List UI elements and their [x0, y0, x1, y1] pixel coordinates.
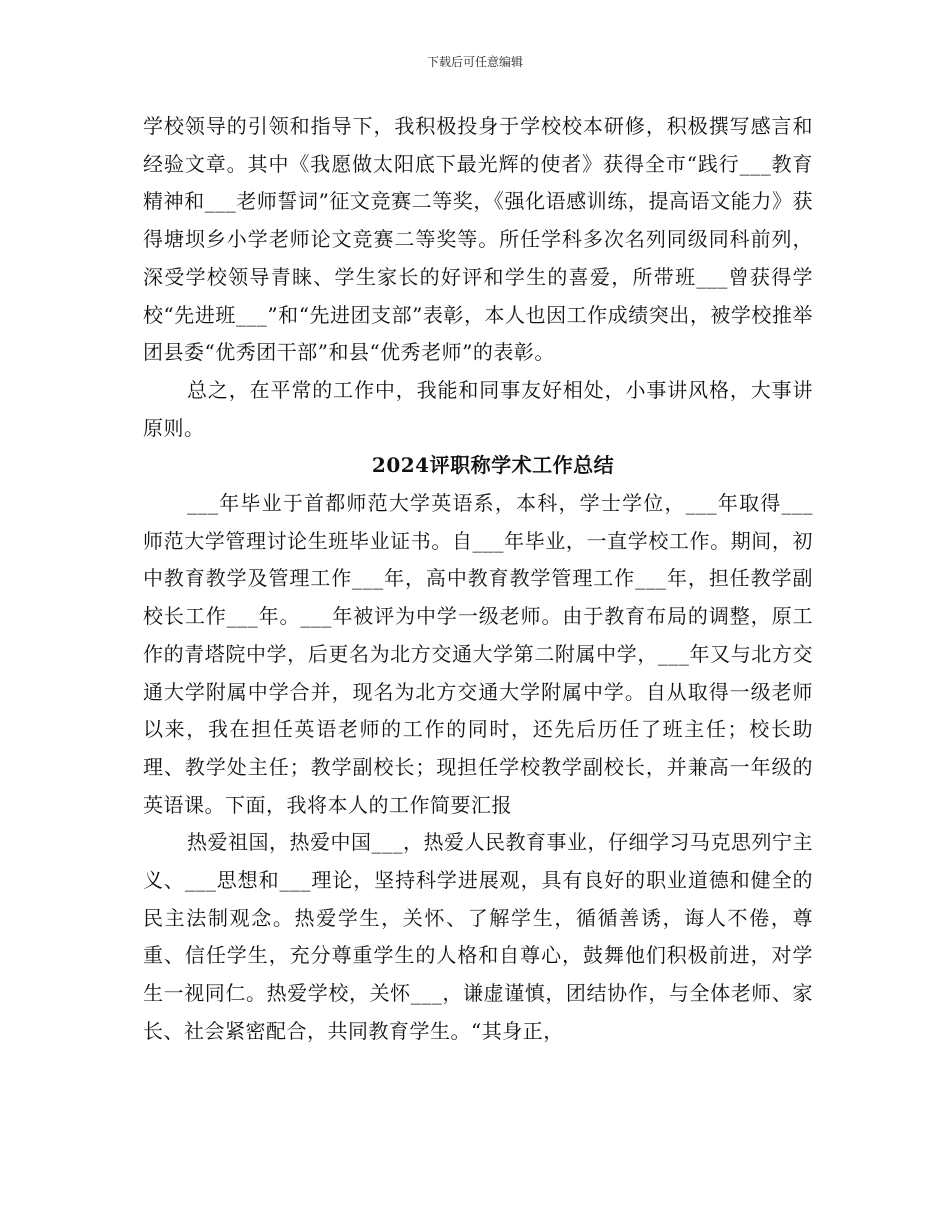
paragraph-ethics: 热爱祖国，热爱中国___，热爱人民教育事业，仔细学习马克思列宁主义、___思想和___理论，坚持科学进展观，具有良好的职业道德和健全的民主法制观念。热爱学生，关怀、了解学生，循循善诱，诲人不倦，尊重、信任学生，充分尊重学生的人格和自尊心，鼓舞他们积极前进，对学生一视同仁。热爱学校，关怀___，谦虚谨慎，团结协作，与全体老师、家长、社会紧密配合，共同教育学生。“其身正，	[143, 830, 813, 1043]
page-header: 下载后可任意编辑	[426, 55, 523, 69]
document-body	[143, 108, 813, 1051]
paragraph-continued: 学校领导的引领和指导下，我积极投身于学校校本研修，积极撰写感言和经验文章。其中《我愿做太阳底下最光辉的使者》获得全市“践行___教育精神和___老师誓词”征文竞赛二等奖，《强化语感训练，提高语文能力》获得塘坝乡小学老师论文竞赛二等奖等。所任学科多次名列同级同科前列，深受学校领导青睐、学生家长的好评和学生的喜爱，所带班___曾获得学校“先进班___”和“先进团支部”表彰，本人也因工作成绩突出，被学校推举团县委“优秀团干部”和县“优秀老师”的表彰。	[143, 114, 813, 365]
section-title: 2024评职称学术工作总结	[371, 453, 615, 478]
paragraph-intro: ___年毕业于首都师范大学英语系，本科，学士学位，___年取得___师范大学管理讨论生班毕业证书。自___年毕业，一直学校工作。期间，初中教育教学及管理工作___年，高中教育教学管理工作___年，担任教学副校长工作___年。___年被评为中学一级老师。由于教育布局的调整，原工作的青塔院中学，后更名为北方交通大学第二附属中学，___年又与北方交通大学附属中学合并，现名为北方交通大学附属中学。自从取得一级老师以来，我在担任英语老师的工作的同时，还先后历任了班主任；校长助理、教学处主任；教学副校长；现担任学校教学副校长，并兼高一年级的英语课。下面，我将本人的工作简要汇报	[143, 491, 813, 817]
paragraph-summary: 总之，在平常的工作中，我能和同事友好相处，小事讲风格，大事讲原则。	[143, 377, 813, 440]
